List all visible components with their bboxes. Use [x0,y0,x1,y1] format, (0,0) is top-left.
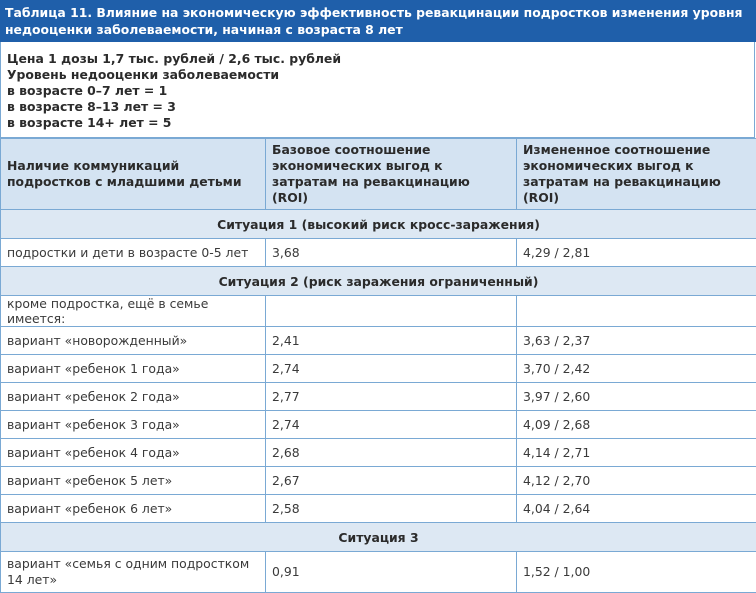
row-label: вариант «ребенок 3 года» [1,411,266,439]
param-line: в возрасте 8–13 лет = 3 [7,99,754,115]
row-base-roi: 2,77 [266,383,517,411]
section-label: Ситуация 3 [1,523,756,552]
row-changed-roi: 1,52 / 1,00 [517,552,756,593]
param-line: в возрасте 14+ лет = 5 [7,115,754,131]
table-row [1,552,756,593]
param-line: Цена 1 дозы 1,7 тыс. рублей / 2,6 тыс. рублей [7,51,754,67]
row-base-roi: 2,68 [266,439,517,467]
row-changed-roi: 4,14 / 2,71 [517,439,756,467]
row-label: вариант «ребенок 1 года» [1,355,266,383]
row-label: вариант «ребенок 2 года» [1,383,266,411]
header-base-roi: Базовое соотношение экономических выгод к затратам на ревакцинацию (ROI) [266,139,517,210]
param-line: в возрасте 0–7 лет = 1 [7,83,754,99]
row-changed-roi: 3,97 / 2,60 [517,383,756,411]
row-base-roi: 2,74 [266,355,517,383]
row-label: вариант «семья с одним подростком 14 лет» [1,552,266,593]
table-row [1,495,756,523]
row-base-roi: 2,58 [266,495,517,523]
table-row [1,467,756,495]
table-row [1,439,756,467]
row-label: вариант «ребенок 5 лет» [1,467,266,495]
row-changed-roi: 3,70 / 2,42 [517,355,756,383]
table-row [1,355,756,383]
table-row [1,411,756,439]
row-base-roi: 2,74 [266,411,517,439]
header-row [1,139,756,210]
row-changed-roi: 4,09 / 2,68 [517,411,756,439]
row-label: вариант «ребенок 6 лет» [1,495,266,523]
table-row [1,239,756,267]
header-changed-roi: Измененное соотношение экономических выгод к затратам на ревакцинацию (ROI) [517,139,756,210]
header-communication: Наличие коммуникаций подростков с младшими детьми [1,139,266,210]
section-row [1,267,756,296]
table-title: Таблица 11. Влияние на экономическую эффективность ревакцинации подростков изменения уровня недооценки заболеваемости, начиная с возраста 8 лет [0,0,756,42]
table-row [1,327,756,355]
row-changed-roi: 3,63 / 2,37 [517,327,756,355]
row-base-roi: 2,67 [266,467,517,495]
row-base-roi: 2,41 [266,327,517,355]
section-label: Ситуация 2 (риск заражения ограниченный) [1,267,756,296]
row-changed-roi: 4,04 / 2,64 [517,495,756,523]
section-row [1,523,756,552]
roi-table [0,138,756,593]
row-label: вариант «новорожденный» [1,327,266,355]
section-row [1,210,756,239]
row-base-roi: 3,68 [266,239,517,267]
row-base-roi: 0,91 [266,552,517,593]
row-changed-roi [517,296,756,327]
section-label: Ситуация 1 (высокий риск кросс-заражения) [1,210,756,239]
table-row [1,296,756,327]
table-row [1,383,756,411]
parameters-block [0,42,755,138]
row-label: вариант «ребенок 4 года» [1,439,266,467]
row-base-roi [266,296,517,327]
row-label: кроме подростка, ещё в семье имеется: [1,296,266,327]
row-changed-roi: 4,12 / 2,70 [517,467,756,495]
row-label: подростки и дети в возрасте 0-5 лет [1,239,266,267]
row-changed-roi: 4,29 / 2,81 [517,239,756,267]
param-line: Уровень недооценки заболеваемости [7,67,754,83]
